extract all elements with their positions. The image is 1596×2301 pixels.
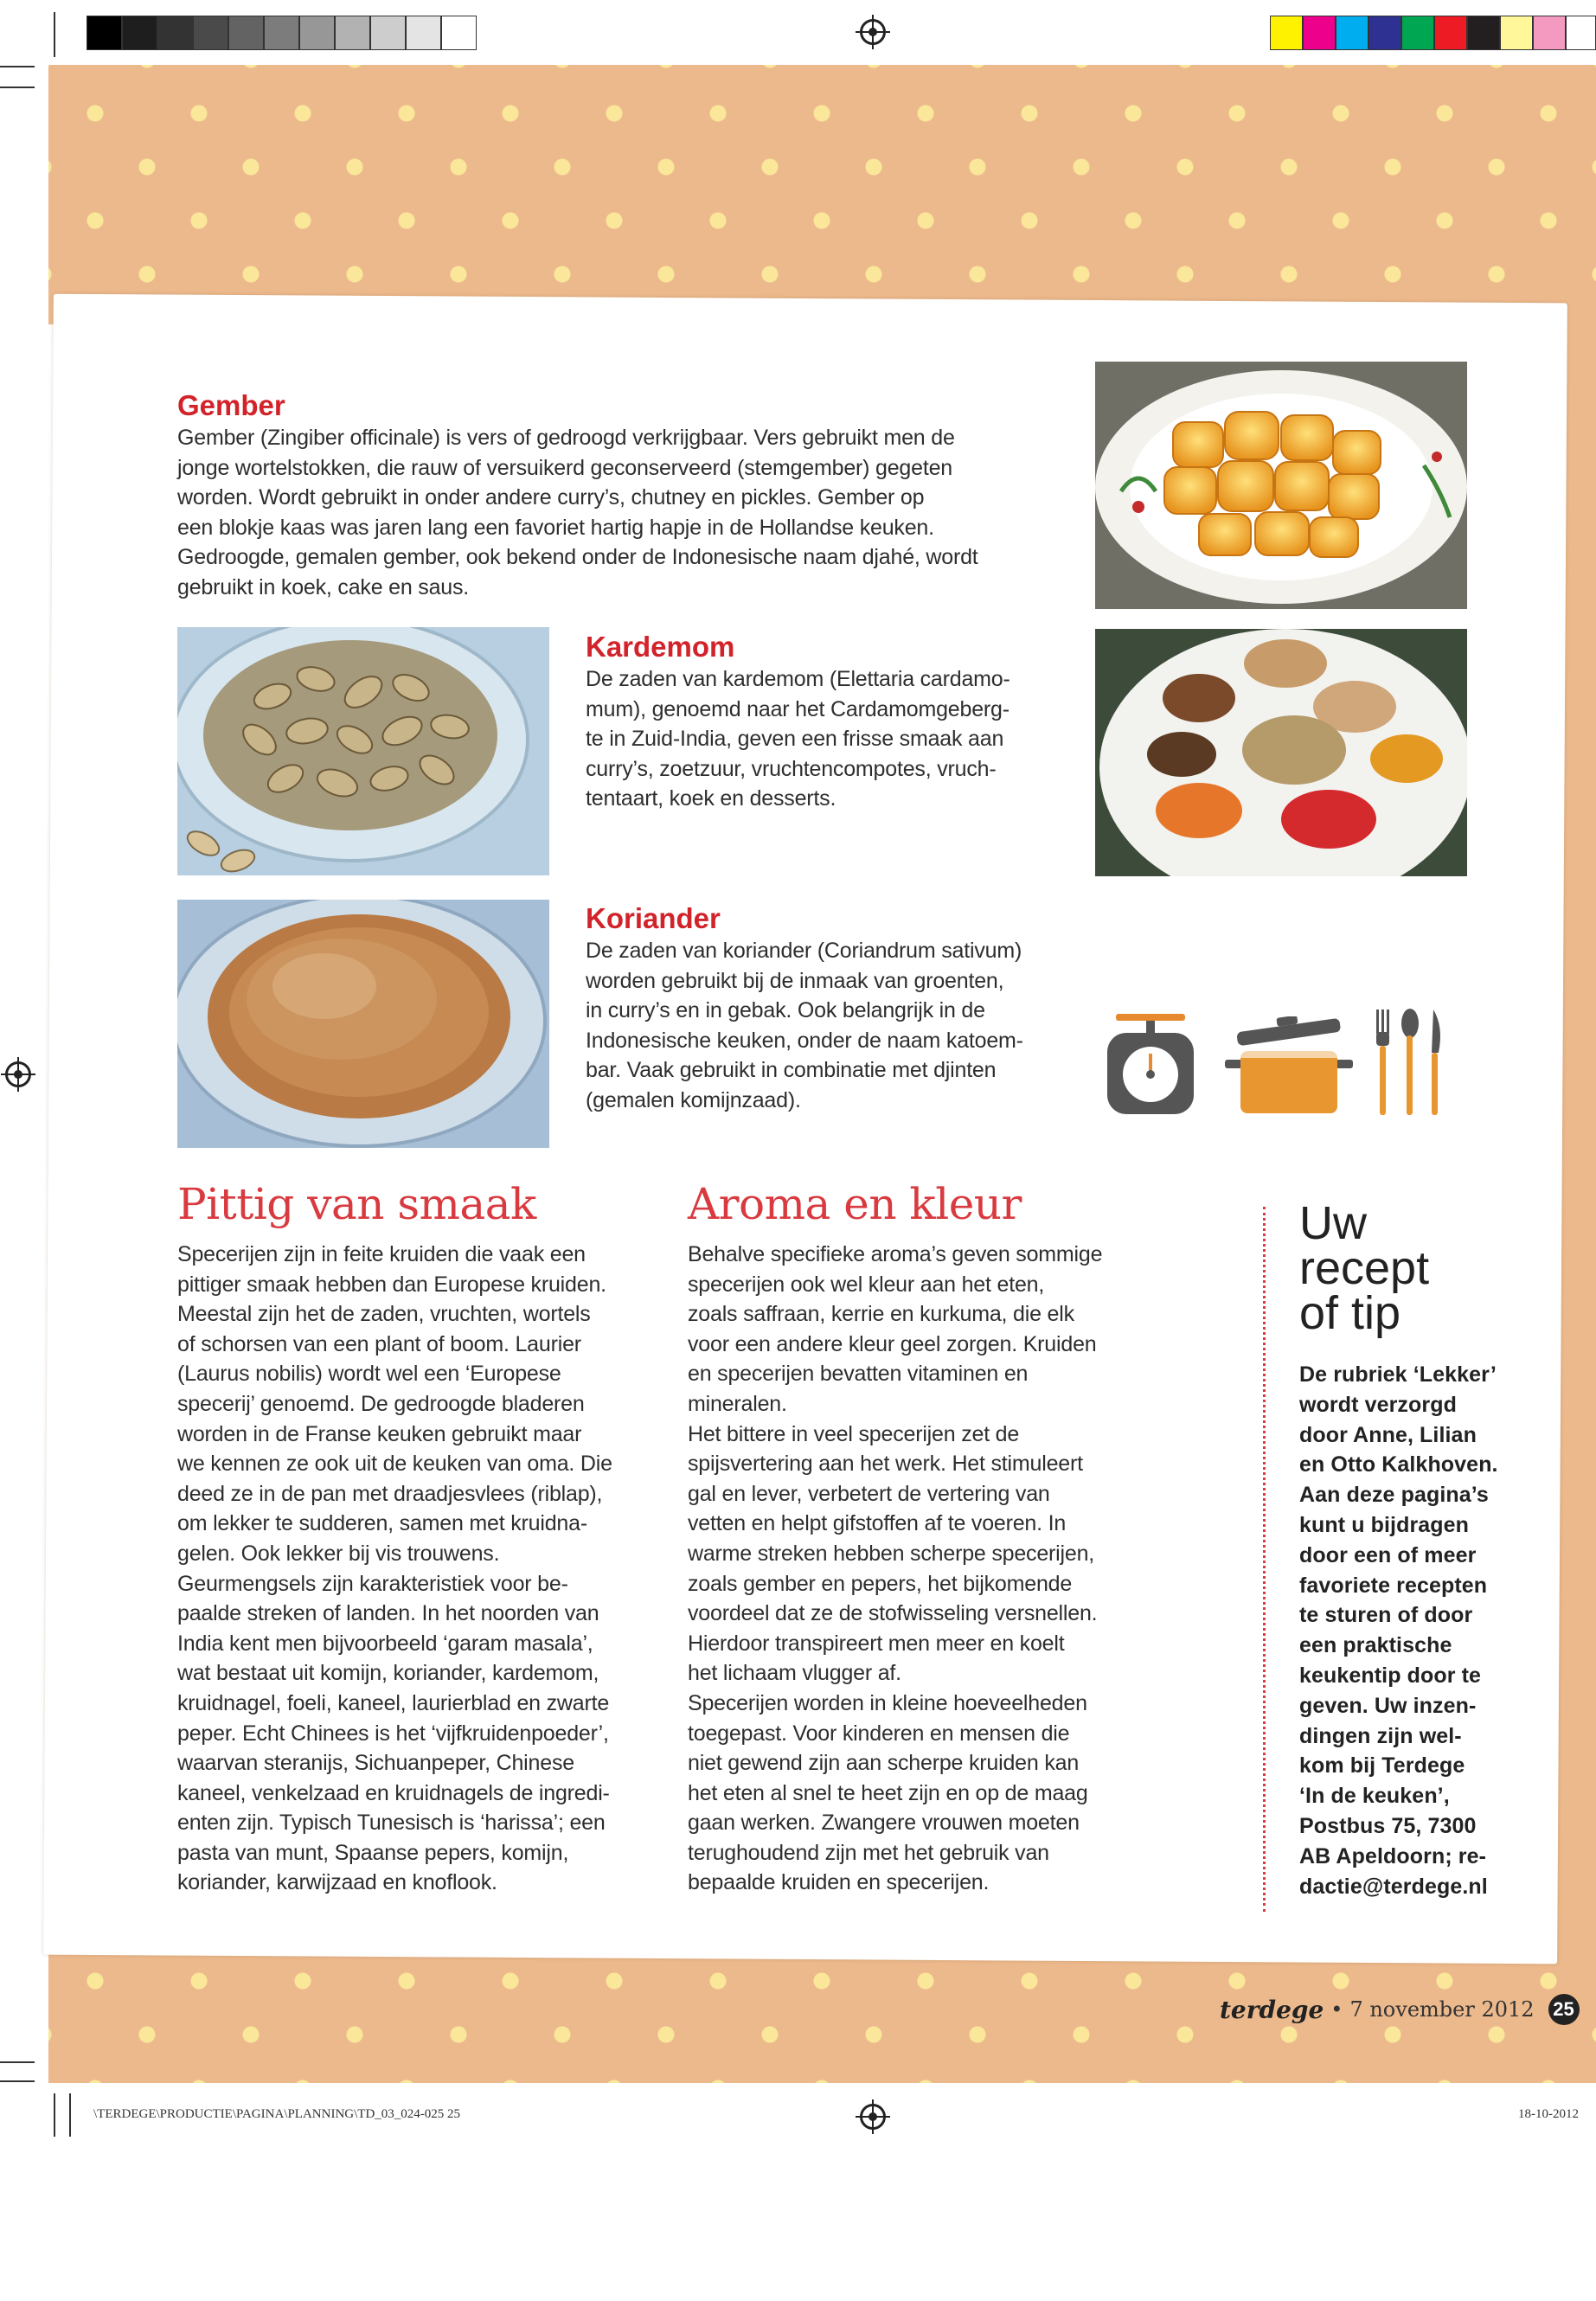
sidebar-heading: Uw recept of tip (1299, 1197, 1430, 1339)
top-dotted-band (48, 65, 1596, 324)
gember-heading: Gember (177, 389, 285, 421)
koriander-heading: Koriander (586, 902, 721, 934)
crop-mark (0, 66, 35, 67)
pittig-heading: Pittig van smaak (177, 1179, 536, 1229)
kardemom-text: De zaden van kardemom (Elettaria cardamo- mum), genoemd naar het Cardamomgeberg- te in Zuid-India, geven een frisse smaak aan curry’s, zoetzuur, vruchtencompotes, vruch- tentaart, koek en desserts. (586, 667, 1010, 811)
registration-mark-left (5, 1061, 31, 1087)
pittig-text: Specerijen zijn in feite kruiden die vaak een pittiger smaak hebben dan Europese kruiden. Meestal zijn het de zaden, vruchten, wortels of schorsen van een plant of boom. Laurier (Laurus nobilis) wordt wel een ‘Europese specerij’ genoemd. De gedroogde bladeren worden in de Franse keuken gebruikt maar we kennen ze ook uit de keuken van oma. Die deed ze in de pan met draadjesvlees (riblap), om lekker te sudderen, samen met kruidna- gelen. Ook lekker bij vis trouwens. Geurmengsels zijn karakteristiek voor be- paalde streken of landen. In het noorden van India kent men bijvoorbeeld ‘garam masala’, wat bestaat uit komijn, koriander, kardemom, kruidnagel, foeli, kaneel, laurierblad en zwarte peper. Echt Chinees is het ‘vijfkruidenpoeder’, waarvan steranijs, Sichuanpeper, Chinese kaneel, venkelzaad en kruidnagels de ingredi- enten zijn. Typisch Tunesisch is ‘harissa’; een pasta van munt, Spaanse pepers, komijn, koriander, karwijzaad en knoflook. (177, 1242, 612, 1895)
gember-text: Gember (Zingiber officinale) is vers of gedroogd verkrijgbaar. Vers gebruikt men de jonge wortelstokken, die rauw of versuikerd geconserveerd (stemgember) gegeten worden. Wordt gebruikt in onder andere curry’s, chutney en pickles. Gember op een blokje kaas was jaren lang een favoriet hartig hapje in de Hollandse keuken. Gedroogde, gemalen gember, ook bekend onder de Indonesische naam djahé, wordt gebruikt in koek, cake en saus. (177, 426, 978, 599)
registration-mark-top (860, 19, 886, 45)
stem-ginger-photo (1095, 362, 1467, 609)
spices-plate-photo (1095, 629, 1467, 876)
cardamom-photo (177, 627, 549, 875)
aroma-heading: Aroma en kleur (688, 1179, 1022, 1229)
sidebar-divider (1263, 1207, 1266, 1912)
cutlery-icon (1371, 1008, 1449, 1116)
crop-mark (0, 2061, 35, 2063)
aroma-text: Behalve specifieke aroma’s geven sommige specerijen ook wel kleur aan het eten, zoals saffraan, kerrie en kurkuma, die elk voor een andere kleur geel zorgen. Kruiden en specerijen bevatten vitaminen en mineralen. Het bittere in veel specerijen zet de spijsvertering aan het werk. Het stimuleert gal en lever, verbetert de vertering van vetten en helpt gifstoffen af te voeren. In warme streken hebben scherpe specerijen, zoals gember en pepers, het bijkomende voordeel dat ze de stofwisseling versnellen. Hierdoor transpireert men meer en koelt het lichaam vlugger af. Specerijen worden in kleine hoeveelheden toegepast. Voor kinderen en mensen die niet gewend zijn aan scherpe kruiden kan het eten al snel te heet zijn en op de maag gaan werken. Zwangere vrouwen moeten terughoudend zijn met het gebruik van bepaalde kruiden en specerijen. (688, 1242, 1103, 1895)
cooking-pot-icon (1220, 1016, 1358, 1116)
issue-date: 7 november 2012 (1349, 1997, 1535, 2022)
file-slug: \TERDEGE\PRODUCTIE\PAGINA\PLANNING\TD_03_024-025 25 (93, 2107, 461, 2121)
crop-mark (0, 2080, 35, 2082)
page-footer (1220, 1992, 1580, 2027)
crop-mark (69, 2093, 71, 2137)
kitchen-scale-icon (1099, 1012, 1202, 1116)
sidebar-text: De rubriek ‘Lekker’ wordt verzorgd door Anne, Lilian en Otto Kalkhoven. Aan deze pagina’s kunt u bijdragen door een of meer favoriete recepten te sturen of door een praktische keukentip door te geven. Uw inzen- dingen zijn wel- kom bij Terdege ‘In de keuken’, Postbus 75, 7300 AB Apeldoorn; re- dactie@terdege.nl (1299, 1362, 1498, 1899)
page-number: 25 (1548, 1994, 1580, 2025)
crop-mark (0, 87, 35, 88)
coriander-photo (177, 900, 549, 1148)
crop-mark (54, 2093, 55, 2137)
kardemom-heading: Kardemom (586, 631, 735, 663)
registration-mark-bottom (860, 2104, 886, 2130)
koriander-text: De zaden van koriander (Coriandrum sativum) worden gebruikt bij de inmaak van groenten, in curry’s en in gebak. Ook belangrijk in de Indonesische keuken, onder de naam katoem- bar. Vaak gebruikt in combinatie met djinten (gemalen komijnzaad). (586, 939, 1023, 1112)
slug-date: 18-10-2012 (1518, 2107, 1579, 2121)
brand-logo: terdege (1220, 1995, 1324, 2024)
crop-mark (54, 12, 55, 57)
footer-separator: • (1330, 1997, 1343, 2022)
